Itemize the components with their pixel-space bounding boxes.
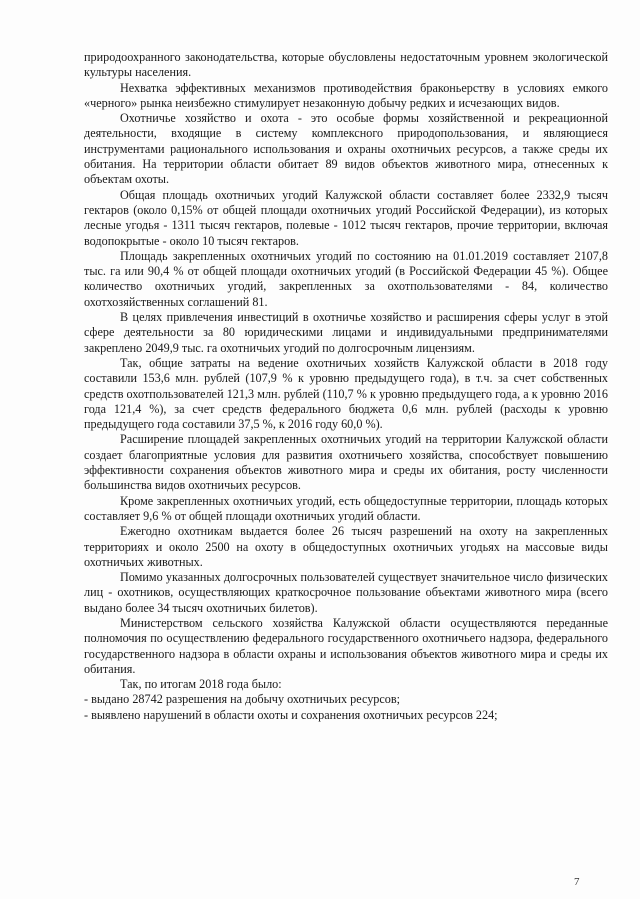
- paragraph: Нехватка эффективных механизмов противодействия браконьерству в условиях емкого «черного» рынка неизбежно стимулирует незаконную добычу редких и исчезающих видов.: [84, 80, 608, 110]
- list-item: - выдано 28742 разрешения на добычу охотничьих ресурсов;: [84, 692, 401, 707]
- paragraph: Кроме закрепленных охотничьих угодий, есть общедоступные территории, площадь которых составляет 9,6 % от общей площади охотничьих угодий области.: [84, 493, 608, 523]
- paragraph: Так, общие затраты на ведение охотничьих хозяйств Калужской области в 2018 году составили 153,6 млн. рублей (107,9 % к уровню предыдущего года), в т.ч. за счет собственных средств охотпользователей 121,3 млн. рублей (110,7 % к уровню предыдущего года, а к уровню 2016 года 121,4 %), за счет средств федерального бюджета 0,6 млн. рублей (расходы к уровню предыдущего года составили 37,5 %, к 2016 году 60,0 %).: [84, 355, 608, 432]
- paragraph: Помимо указанных долгосрочных пользователей существует значительное число физических лиц - охотников, осуществляющих краткосрочное пользование объектами животного мира (всего выдано более 34 тысяч охотничьих билетов).: [84, 570, 608, 615]
- paragraph: Общая площадь охотничьих угодий Калужской области составляет более 2332,9 тысяч гектаров (около 0,15% от общей площади охотничьих угодий Российской Федерации), из которых лесные угодья - 1311 тысяч гектаров, полевые - 1012 тысяч гектаров, прочие территории, включая водопокрытые - около 10 тысяч гектаров.: [84, 187, 608, 248]
- document-body: [84, 50, 608, 723]
- list-item: - выявлено нарушений в области охоты и сохранения охотничьих ресурсов 224;: [84, 707, 498, 722]
- paragraph: Министерством сельского хозяйства Калужской области осуществляются переданные полномочия по осуществлению федерального государственного охотничьего надзора, федерального государственного надзора в области охраны и использования объектов животного мира и среды их обитания.: [84, 615, 608, 676]
- paragraph: Охотничье хозяйство и охота - это особые формы хозяйственной и рекреационной деятельности, входящие в систему комплексного природопользования, и являющиеся инструментами рационального использования и охраны охотничьих ресурсов, а также среды их обитания. На территории области обитает 89 видов объектов животного мира, отнесенных к объектам охоты.: [84, 111, 608, 187]
- paragraph: Площадь закрепленных охотничьих угодий по состоянию на 01.01.2019 составляет 2107,8 тыс. га или 90,4 % от общей площади охотничьих угодий (в Российской Федерации 45 %). Общее количество охотничьих угодий, закрепленных за охотпользователями - 84, количество охотхозяйственных соглашений 81.: [84, 248, 608, 309]
- paragraph: Так, по итогам 2018 года было:: [120, 677, 282, 692]
- paragraph: природоохранного законодательства, которые обусловлены недостаточным уровнем экологической культуры населения.: [84, 50, 608, 80]
- paragraph: Расширение площадей закрепленных охотничьих угодий на территории Калужской области создает благоприятные условия для развития охотничьего хозяйства, способствует повышению эффективности сохранения объектов животного мира и среды их обитания, росту численности большинства видов охотничьих ресурсов.: [84, 432, 608, 493]
- paragraph: В целях привлечения инвестиций в охотничье хозяйство и расширения сферы услуг в этой сфере деятельности за 80 юридическими лицами и индивидуальными предпринимателями закреплено 2049,9 тыс. га охотничьих угодий по долгосрочным лицензиям.: [84, 310, 608, 355]
- paragraph: Ежегодно охотникам выдается более 26 тысяч разрешений на охоту на закрепленных территориях и около 2500 на охоту в общедоступных охотничьих угодьях на массовые виды охотничьих животных.: [84, 524, 608, 569]
- page-number: 7: [574, 876, 580, 888]
